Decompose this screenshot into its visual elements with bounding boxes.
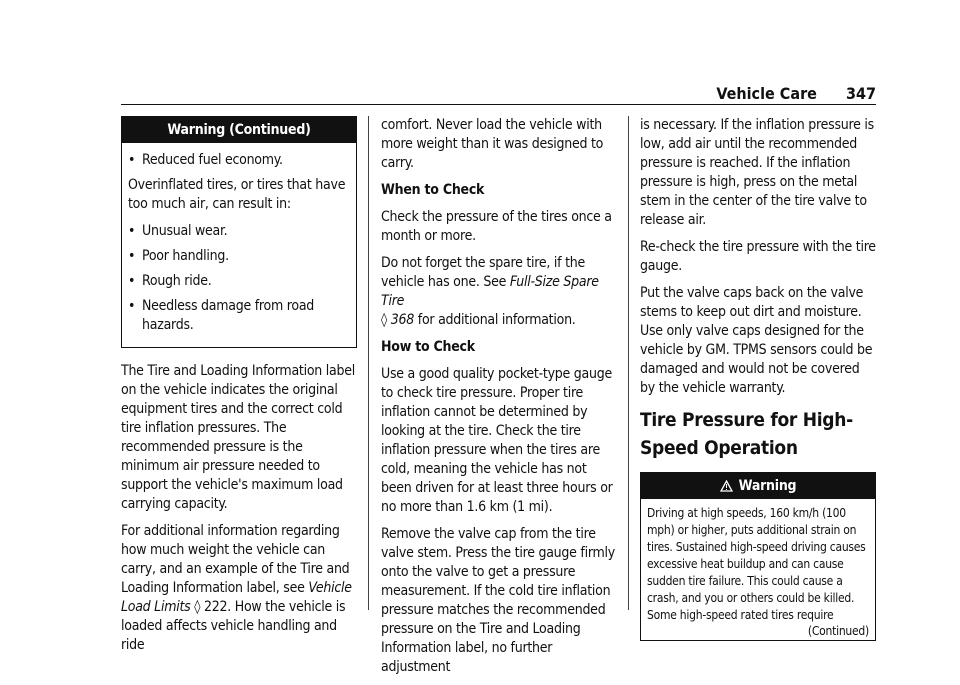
column-3: [640, 116, 876, 641]
warning-triangle-icon: [720, 480, 733, 492]
bullet-icon: •: [128, 152, 136, 168]
section-title: Tire Pressure for High-Speed Operation: [640, 409, 853, 459]
page-header: [716, 84, 876, 103]
header-rule: [121, 104, 876, 105]
column-1: [121, 116, 357, 663]
warning-bullet: • Needless damage from road hazards.: [128, 298, 315, 333]
continued-label: (Continued): [807, 624, 869, 638]
header-section-title: Vehicle Care: [716, 84, 817, 103]
warning-header: Warning (Continued): [122, 117, 356, 143]
bullet-icon: •: [128, 273, 136, 289]
bullet-icon: •: [128, 223, 136, 239]
page-ref-number[interactable]: 222: [203, 599, 228, 615]
column-divider: [628, 116, 629, 610]
column-divider: [368, 116, 369, 610]
page-ref-icon: ◊: [190, 599, 204, 615]
paragraph: comfort. Never load the vehicle with more weight than it was designed to carry.: [381, 117, 604, 171]
warning-body: [641, 499, 875, 640]
page-ref-number[interactable]: 368: [390, 312, 415, 328]
column-2: [381, 116, 617, 685]
paragraph: Remove the valve cap from the tire valve stem. Press the tire gauge firmly onto the valve to get a pressure measurement. If the cold tire inflation pressure matches the recommended pressure on the Tire and Loading Information label, no further adjustment: [381, 526, 615, 675]
warning-bullet: • Unusual wear.: [128, 223, 228, 239]
warning-header: [641, 473, 875, 499]
warning-bullet: • Poor handling.: [128, 248, 229, 264]
page-ref-icon: ◊: [381, 312, 391, 328]
paragraph: Re-check the tire pressure with the tire gauge.: [640, 239, 876, 274]
paragraph: Do not forget the spare tire, if the vehicle has one. See Full-Size Spare Tire ◊ 368 for additional information.: [381, 255, 599, 328]
warning-title: Warning: [738, 478, 797, 494]
subheading-when-to-check: When to Check: [381, 182, 485, 198]
paragraph: For additional information regarding how much weight the vehicle can carry, and an example of the Tire and Loading Information label, see Vehicle Load Limits ◊ 222. How the vehicle is loaded affects vehicle handling and ride: [121, 523, 352, 653]
subheading-how-to-check: How to Check: [381, 339, 475, 355]
paragraph: Check the pressure of the tires once a month or more.: [381, 209, 612, 244]
bullet-icon: •: [128, 298, 136, 314]
warning-paragraph: Overinflated tires, or tires that have too much air, can result in:: [128, 177, 346, 212]
warning-box: [640, 472, 876, 641]
warning-text: Driving at high speeds, 160 km/h (100 mph) or higher, puts additional strain on tires. Sustained high-speed driving causes excessive heat buildup and can cause sudden tire failure. This could cause a crash, and you or others could be killed. Some high-speed rated tires require: [647, 506, 866, 622]
paragraph: is necessary. If the inflation pressure is low, add air until the recommended pressure is reached. If the inflation pressure is high, press on the metal stem in the center of the tire valve to release air.: [640, 117, 874, 228]
paragraph: The Tire and Loading Information label on the vehicle indicates the original equipment tires and the correct cold tire inflation pressures. The recommended pressure is the minimum air pressure needed to support the vehicle's maximum load carrying capacity.: [121, 363, 356, 512]
cross-reference-link[interactable]: Vehicle Load Limits: [121, 580, 352, 615]
header-page-number: 347: [845, 84, 876, 103]
paragraph: Put the valve caps back on the valve stems to keep out dirt and moisture. Use only valve caps designed for the vehicle by GM. TPMS sensors could be damaged and would not be covered by the vehicle warranty.: [640, 285, 873, 396]
warning-body: [122, 143, 356, 347]
warning-box-continued: [121, 116, 357, 348]
warning-bullet: • Reduced fuel economy.: [128, 152, 283, 168]
cross-reference-link[interactable]: Full-Size Spare Tire: [381, 274, 599, 309]
warning-bullet: • Rough ride.: [128, 273, 212, 289]
bullet-icon: •: [128, 248, 136, 264]
paragraph: Use a good quality pocket-type gauge to check tire pressure. Proper tire inflation cannot be determined by looking at the tire. Check the tire inflation pressure when the tires are cold, meaning the vehicle has not been driven for at least three hours or no more than 1.6 km (1 mi).: [381, 366, 613, 515]
